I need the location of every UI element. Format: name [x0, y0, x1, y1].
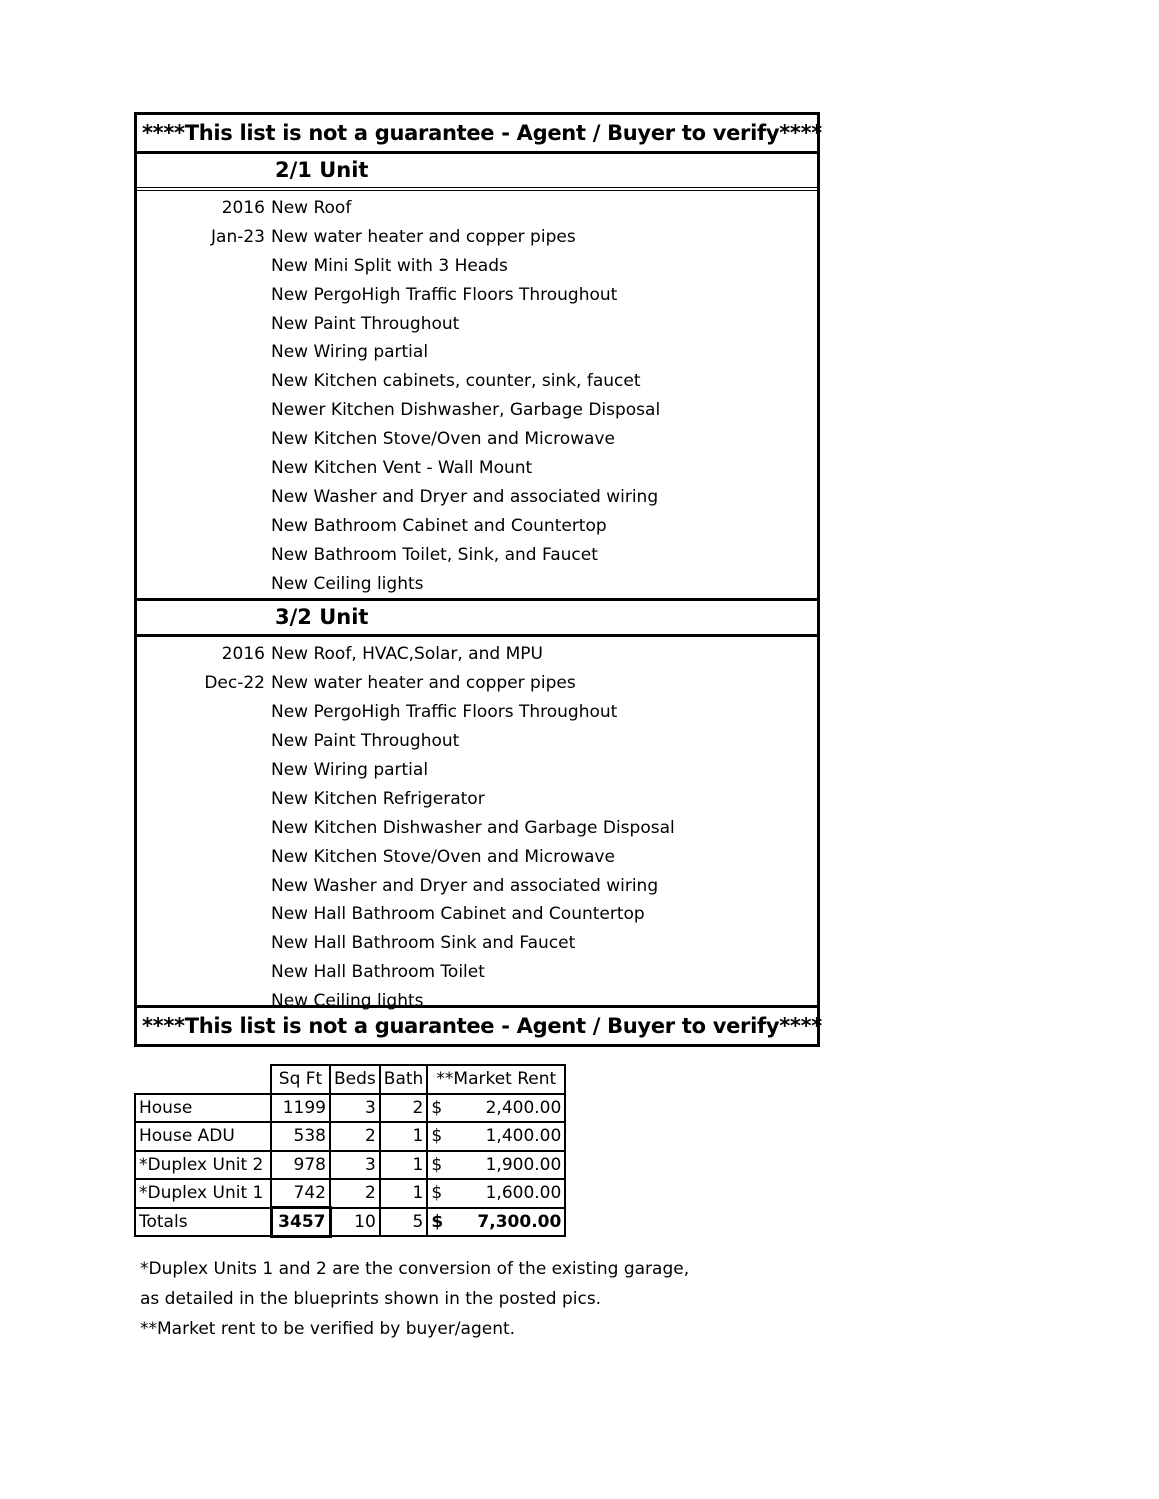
list-item: New Bathroom Toilet, Sink, and Faucet — [271, 544, 598, 565]
list-item: New Mini Split with 3 Heads — [271, 255, 508, 276]
list-item: New Washer and Dryer and associated wiring — [271, 486, 659, 507]
footnote-duplex: *Duplex Units 1 and 2 are the conversion of the existing garage, — [140, 1259, 690, 1279]
table-header-row — [135, 1065, 565, 1094]
list-item: New Kitchen Stove/Oven and Microwave — [271, 846, 615, 867]
list-item: New Paint Throughout — [271, 313, 460, 334]
unit-3-2-list — [137, 637, 817, 1016]
list-item: New Hall Bathroom Cabinet and Countertop — [271, 904, 645, 925]
list-item: New Ceiling lights — [271, 573, 424, 594]
disclaimer-bottom: ****This list is not a guarantee - Agent / Buyer to verify**** — [137, 1005, 817, 1044]
list-item: New Kitchen cabinets, counter, sink, faucet — [271, 371, 641, 392]
table-row: *Duplex Unit 1 742 2 1 $ 1,600.00 — [135, 1179, 565, 1208]
total-beds: 10 — [330, 1208, 380, 1237]
list-item: 2016 New Roof — [221, 198, 352, 218]
totals-row: Totals 3457 10 5 $ 7,300.00 — [135, 1208, 565, 1237]
unit-2-1-title: 2/1 Unit — [137, 154, 817, 191]
table-row: *Duplex Unit 2 978 3 1 $ 1,900.00 — [135, 1151, 565, 1180]
list-item: New Kitchen Dishwasher and Garbage Disposal — [271, 817, 675, 838]
list-item: New Wiring partial — [271, 342, 429, 363]
list-item: New Ceiling lights — [271, 991, 424, 1012]
list-item: Dec-22 New water heater and copper pipes — [204, 673, 576, 694]
list-item: Jan-23 New water heater and copper pipes — [211, 226, 576, 247]
list-item: New Paint Throughout — [271, 731, 460, 752]
renovation-list — [134, 112, 820, 1047]
header-sqft: Sq Ft — [271, 1065, 330, 1094]
list-item: 2016 New Roof, HVAC,Solar, and MPU — [221, 644, 543, 665]
list-item: New Kitchen Refrigerator — [271, 788, 485, 809]
list-item: New Wiring partial — [271, 760, 429, 781]
table-row: House 1199 3 2 $ 2,400.00 — [135, 1094, 565, 1123]
footnotes — [140, 1254, 689, 1344]
list-item: New Kitchen Stove/Oven and Microwave — [271, 429, 615, 450]
list-item: New Kitchen Vent - Wall Mount — [271, 458, 533, 479]
header-rent: **Market Rent — [427, 1065, 565, 1094]
list-item: New PergoHigh Traffic Floors Throughout — [271, 284, 618, 305]
list-item: New Hall Bathroom Toilet — [271, 962, 485, 983]
header-bath: Bath — [380, 1065, 428, 1094]
list-item: New PergoHigh Traffic Floors Throughout — [271, 702, 618, 723]
list-item: New Bathroom Cabinet and Countertop — [271, 515, 607, 536]
total-sqft: 3457 — [271, 1208, 330, 1237]
footnote-blueprints: as detailed in the blueprints shown in the posted pics. — [140, 1289, 602, 1309]
rent-table — [134, 1064, 566, 1238]
unit-2-1-list — [137, 191, 817, 598]
list-item: New Hall Bathroom Sink and Faucet — [271, 933, 576, 954]
unit-3-2-title: 3/2 Unit — [137, 598, 817, 637]
header-beds: Beds — [330, 1065, 380, 1094]
disclaimer-top: ****This list is not a guarantee - Agent / Buyer to verify**** — [137, 115, 817, 154]
table-row: House ADU 538 2 1 $ 1,400.00 — [135, 1122, 565, 1151]
total-bath: 5 — [380, 1208, 428, 1237]
list-item: New Washer and Dryer and associated wiring — [271, 875, 659, 896]
total-rent: $ 7,300.00 — [427, 1208, 565, 1237]
list-item: Newer Kitchen Dishwasher, Garbage Disposal — [271, 400, 661, 421]
footnote-market-rent: **Market rent to be verified by buyer/agent. — [140, 1319, 516, 1339]
